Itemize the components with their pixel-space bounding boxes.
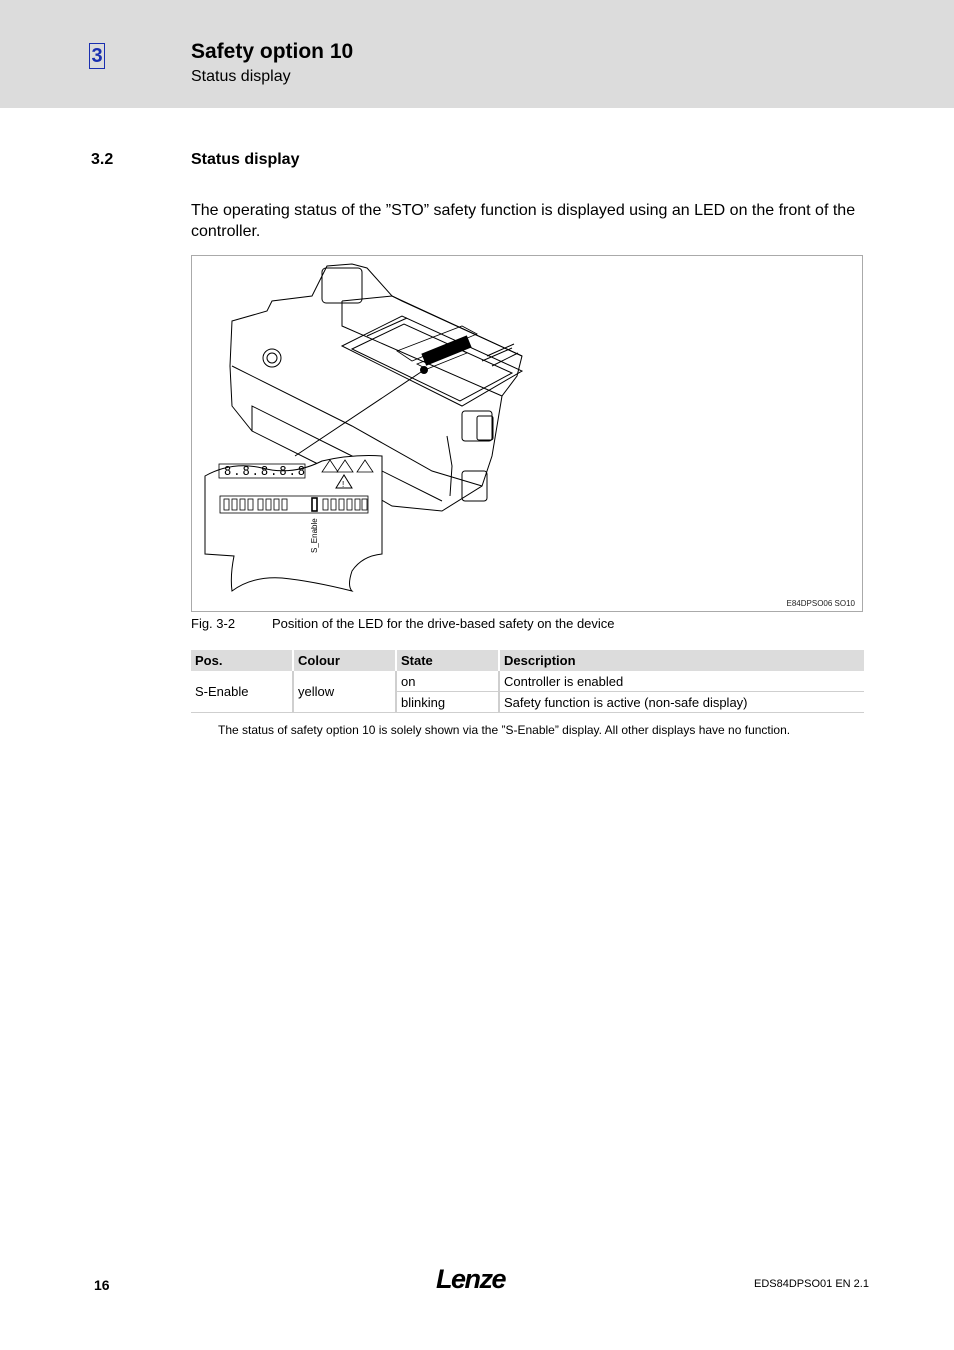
device-drawing bbox=[192, 256, 864, 613]
device-figure bbox=[191, 255, 863, 612]
brand-logo: Lenze bbox=[436, 1264, 506, 1294]
cell-pos: S-Enable bbox=[191, 671, 293, 713]
chapter-number[interactable]: 3 bbox=[89, 43, 105, 69]
figure-caption-number: Fig. 3-2 bbox=[191, 616, 236, 631]
callout-line bbox=[295, 370, 424, 456]
document-id: EDS84DPSO01 EN 2.1 bbox=[754, 1278, 869, 1290]
s-enable-label: S_Enable bbox=[310, 518, 319, 553]
cell-colour: yellow bbox=[293, 671, 396, 713]
drawing-code: E84DPSO06 SO10 bbox=[786, 599, 855, 608]
header-description: Description bbox=[499, 650, 864, 671]
svg-text:!: ! bbox=[342, 480, 345, 489]
section-title: Status display bbox=[191, 151, 300, 168]
table-note: The status of safety option 10 is solely shown via the ”S-Enable” display. All other displays have no function. bbox=[218, 723, 791, 737]
svg-text:8.8.8.8.8: 8.8.8.8.8 bbox=[224, 464, 308, 478]
cell-description: Safety function is active (non-safe display) bbox=[499, 692, 864, 713]
header-colour: Colour bbox=[293, 650, 396, 671]
table-row bbox=[191, 671, 864, 692]
intro-paragraph: The operating status of the ”STO” safety function is displayed using an LED on the front of the controller. bbox=[191, 202, 856, 240]
cell-description: Controller is enabled bbox=[499, 671, 864, 692]
header-state: State bbox=[396, 650, 499, 671]
zoom-detail bbox=[205, 456, 382, 591]
figure-caption-text: Position of the LED for the drive-based safety on the device bbox=[272, 616, 615, 631]
table-header-row bbox=[191, 650, 864, 671]
cell-state: blinking bbox=[396, 692, 499, 713]
section-number: 3.2 bbox=[91, 151, 114, 168]
cell-state: on bbox=[396, 671, 499, 692]
page-title: Safety option 10 bbox=[191, 40, 354, 63]
page-subtitle: Status display bbox=[191, 68, 291, 85]
status-table bbox=[191, 650, 864, 713]
header-band bbox=[0, 0, 954, 108]
page-number: 16 bbox=[94, 1277, 110, 1293]
header-pos: Pos. bbox=[191, 650, 293, 671]
